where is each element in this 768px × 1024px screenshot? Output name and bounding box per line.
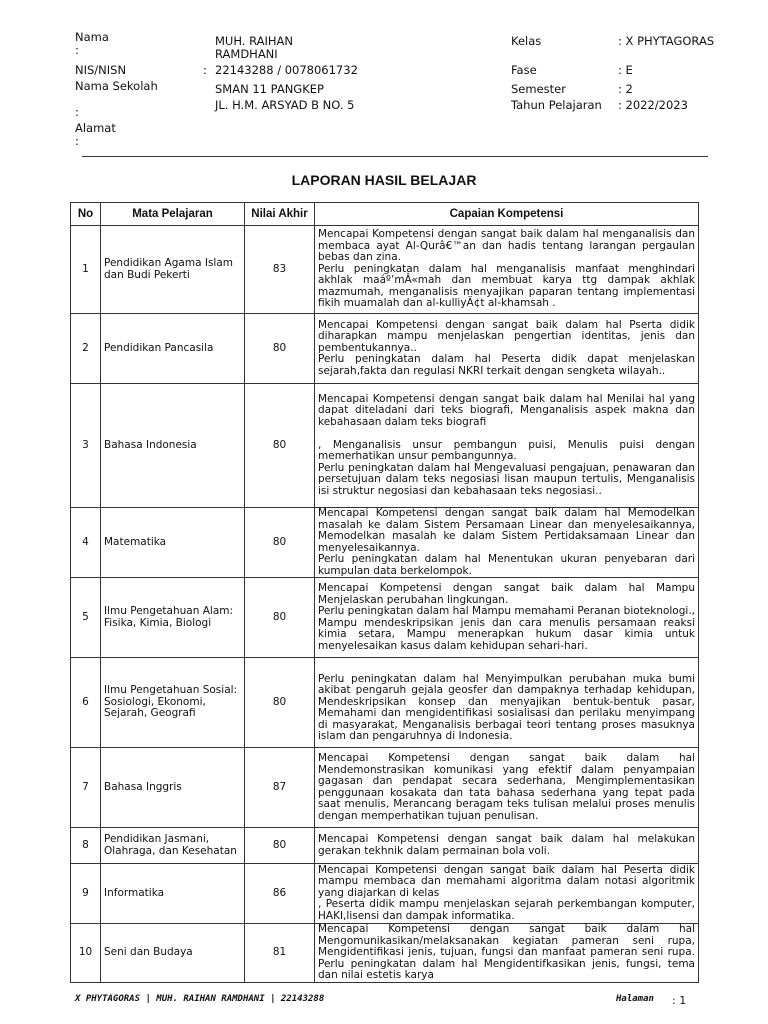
fase-label: Fase bbox=[511, 63, 537, 77]
competency-achievement bbox=[315, 748, 699, 828]
competency-achievement bbox=[315, 314, 699, 384]
sekolah-label: Nama Sekolah bbox=[75, 79, 158, 93]
competency-paragraph: Perlu peningkatan dalam hal Mampu memahami Peranan bioteknologi., Mampu mendeskripsikan jenis dan cara menulis persamaan reaksi kimia setara, Mampu menerapkan hukum dasar kimia untuk menyelesaikan kasus dalam kehidupan sehari-hari. bbox=[318, 605, 695, 652]
competency-paragraph: , Peserta didik mampu menjelaskan sejarah perkembangan komputer, HAKI,lisensi dan dampak informatika. bbox=[318, 898, 695, 922]
kelas-label: Kelas bbox=[511, 34, 542, 48]
nis-label: NIS/NISN bbox=[75, 63, 127, 77]
final-score: 80 bbox=[245, 508, 315, 578]
competency-paragraph: Mencapai Kompetensi dengan sangat baik dalam hal Mendemonstrasikan komunikasi yang efektif dalam penyampaian gagasan dan pendapat secara sederhana, Mengimplementasikan penggunaan kosakata dan tata bahasa sederhana yang tepat pada saat menulis, Merancang beragam teks tulisan melalui proses menulis dengan memperhatikan tujuan penulisan. bbox=[318, 752, 695, 822]
row-number: 5 bbox=[71, 578, 101, 658]
page-number bbox=[672, 994, 686, 1007]
row-number: 8 bbox=[71, 828, 101, 864]
subject-name: Seni dan Budaya bbox=[101, 924, 245, 983]
table-row bbox=[71, 864, 699, 924]
table-row bbox=[71, 748, 699, 828]
grades-body bbox=[71, 226, 699, 983]
final-score: 86 bbox=[245, 864, 315, 924]
row-number: 6 bbox=[71, 658, 101, 748]
page-colon: : bbox=[672, 994, 676, 1007]
competency-paragraph: Mencapai Kompetensi dengan sangat baik dalam hal Memodelkan masalah ke dalam Sistem Persamaan Linear dan menyelesaikannya, Memodelkan masalah ke dalam Sistem Pertidaksamaan Linear dan menyelesaikannya. bbox=[318, 507, 695, 554]
fase-value: : E bbox=[618, 63, 633, 77]
header-capaian: Capaian Kompetensi bbox=[315, 203, 699, 226]
subject-name: Ilmu Pengetahuan Alam: Fisika, Kimia, Biologi bbox=[101, 578, 245, 658]
footer-halaman: Halaman bbox=[616, 994, 654, 1004]
competency-paragraph: Perlu peningkatan dalam hal Menentukan ukuran penyebaran dari kumpulan data berkelompok. bbox=[318, 553, 695, 577]
header-no: No bbox=[71, 203, 101, 226]
competency-achievement bbox=[315, 924, 699, 983]
final-score: 80 bbox=[245, 314, 315, 384]
table-row bbox=[71, 508, 699, 578]
subject-name: Bahasa Indonesia bbox=[101, 384, 245, 508]
competency-paragraph: Mencapai Kompetensi dengan sangat baik dalam hal Pserta didik diharapkan mampu menjelaskan pengertian identitas, jenis dan pembentukannya.. bbox=[318, 318, 695, 354]
competency-paragraph: Mencapai Kompetensi dengan sangat baik dalam hal melakukan gerakan tekhnik dalam permainan bola voli. bbox=[318, 833, 695, 857]
nama-colon: : bbox=[75, 43, 79, 57]
table-row bbox=[71, 924, 699, 983]
competency-paragraph: , Menganalisis unsur pembangun puisi, Menulis puisi dengan memerhatikan unsur pembangunnya. bbox=[318, 438, 695, 463]
semester-value: : 2 bbox=[618, 82, 633, 96]
alamat-label: Alamat bbox=[75, 121, 116, 135]
competency-paragraph: Perlu peningkatan dalam hal Peserta didik dapat menjelaskan sejarah,fakta dan regulasi NKRI terkait dengan sengketa wilayah.. bbox=[318, 353, 695, 377]
competency-paragraph: Perlu peningkatan dalam hal menganalisis manfaat menghindari akhlak maáº’mÂ«mah dan membuat karya ttg dampak akhlak mazmumah, menganalisis menyajikan paparan tentang implementasi fikih muamalah dan al-kulliyÄ¢t al-khamsah . bbox=[318, 262, 695, 310]
row-number: 1 bbox=[71, 226, 101, 314]
competency-achievement bbox=[315, 828, 699, 864]
table-row bbox=[71, 384, 699, 508]
subject-name: Bahasa Inggris bbox=[101, 748, 245, 828]
table-row bbox=[71, 226, 699, 314]
competency-paragraph: Mencapai Kompetensi dengan sangat baik dalam hal Menilai hal yang dapat diteladani dari teks biografi, Menganalisis aspek makna dan kebahasaan dalam teks biografi bbox=[318, 392, 695, 428]
subject-name: Ilmu Pengetahuan Sosial: Sosiologi, Ekonomi, Sejarah, Geografi bbox=[101, 658, 245, 748]
row-number: 4 bbox=[71, 508, 101, 578]
subject-name: Pendidikan Pancasila bbox=[101, 314, 245, 384]
nama-value: MUH. RAIHAN RAMDHANI bbox=[215, 34, 293, 61]
competency-paragraph: Mencapai Kompetensi dengan sangat baik dalam hal Mengomunikasikan/melaksanakan kegiatan pameran seni rupa, Mengidentifikasi jenis, tujuan, fungsi dan manfaat pameran seni rupa. Perlu peningkatan dalam hal Mengidentifkasikan jenis, fungsi, tema dan nilai estetis karya bbox=[318, 923, 695, 981]
competency-paragraph: Perlu peningkatan dalam hal Menyimpulkan perubahan muka bumi akibat pengaruh gejala geosfer dan dampaknya terhadap kehidupan, Mendeskripsikan konsep dan menyajikan bentuk-bentuk pasar, Memahami dan mengidentifikasi sosialisasi dan perilaku menyimpang di masyarakat, Menganalisis berbagai teori tentang proses masuknya islam dan pengaruhnya di Indonesia. bbox=[318, 672, 695, 743]
competency-paragraph: Perlu peningkatan dalam hal Mengevaluasi pengajuan, penawaran dan persetujuan dalam teks negosiasi lisan maupun tertulis, Menganalisis isi struktur negosiasi dan kebahasaan teks negosiasi.. bbox=[318, 461, 695, 497]
row-number: 7 bbox=[71, 748, 101, 828]
alamat-colon-top: : bbox=[75, 105, 79, 119]
semester-label: Semester bbox=[511, 82, 566, 96]
kelas-value: : X PHYTAGORAS bbox=[618, 34, 715, 48]
table-row bbox=[71, 578, 699, 658]
row-number: 2 bbox=[71, 314, 101, 384]
competency-achievement bbox=[315, 658, 699, 748]
tahun-label: Tahun Pelajaran bbox=[511, 98, 602, 112]
row-number: 9 bbox=[71, 864, 101, 924]
final-score: 80 bbox=[245, 384, 315, 508]
table-row bbox=[71, 314, 699, 384]
page-number-value: 1 bbox=[679, 994, 687, 1007]
competency-paragraph: Mencapai Kompetensi dengan sangat baik dalam hal Mampu Menjelaskan perubahan lingkungan. bbox=[318, 582, 695, 606]
final-score: 87 bbox=[245, 748, 315, 828]
competency-paragraph: Mencapai Kompetensi dengan sangat baik dalam hal Peserta didik mampu membaca dan memahami algoritma dalam notasi algoritmik yang diajarkan di kelas bbox=[318, 863, 695, 899]
nis-colon: : bbox=[203, 63, 207, 77]
row-number: 10 bbox=[71, 924, 101, 983]
competency-achievement bbox=[315, 384, 699, 508]
competency-paragraph: Mencapai Kompetensi dengan sangat baik dalam hal menganalisis dan membaca ayat Al-Qurâ€™an dan hadis tentang larangan pergaulan bebas dan zina. bbox=[318, 228, 695, 264]
subject-name: Pendidikan Agama Islam dan Budi Pekerti bbox=[101, 226, 245, 314]
alamat-colon: : bbox=[75, 134, 79, 148]
grades-table bbox=[70, 202, 699, 983]
final-score: 80 bbox=[245, 578, 315, 658]
page-title: LAPORAN HASIL BELAJAR bbox=[291, 172, 477, 188]
final-score: 80 bbox=[245, 658, 315, 748]
header-subject: Mata Pelajaran bbox=[101, 203, 245, 226]
final-score: 83 bbox=[245, 226, 315, 314]
competency-achievement bbox=[315, 508, 699, 578]
competency-achievement bbox=[315, 864, 699, 924]
footer-info: X PHYTAGORAS | MUH. RAIHAN RAMDHANI | 22143288 bbox=[75, 994, 325, 1004]
alamat-value: JL. H.M. ARSYAD B NO. 5 bbox=[215, 98, 355, 112]
tahun-value: : 2022/2023 bbox=[618, 98, 688, 112]
competency-achievement bbox=[315, 578, 699, 658]
final-score: 80 bbox=[245, 828, 315, 864]
subject-name: Matematika bbox=[101, 508, 245, 578]
table-row bbox=[71, 828, 699, 864]
table-header-row bbox=[71, 203, 699, 226]
nis-value: 22143288 / 0078061732 bbox=[215, 63, 358, 77]
subject-name: Pendidikan Jasmani, Olahraga, dan Kesehatan bbox=[101, 828, 245, 864]
sekolah-value: SMAN 11 PANGKEP bbox=[215, 82, 324, 96]
header-divider bbox=[82, 156, 708, 157]
table-row bbox=[71, 658, 699, 748]
final-score: 81 bbox=[245, 924, 315, 983]
competency-achievement bbox=[315, 226, 699, 314]
header-score: Nilai Akhir bbox=[245, 203, 315, 226]
row-number: 3 bbox=[71, 384, 101, 508]
subject-name: Informatika bbox=[101, 864, 245, 924]
nama-label: Nama bbox=[75, 30, 109, 44]
